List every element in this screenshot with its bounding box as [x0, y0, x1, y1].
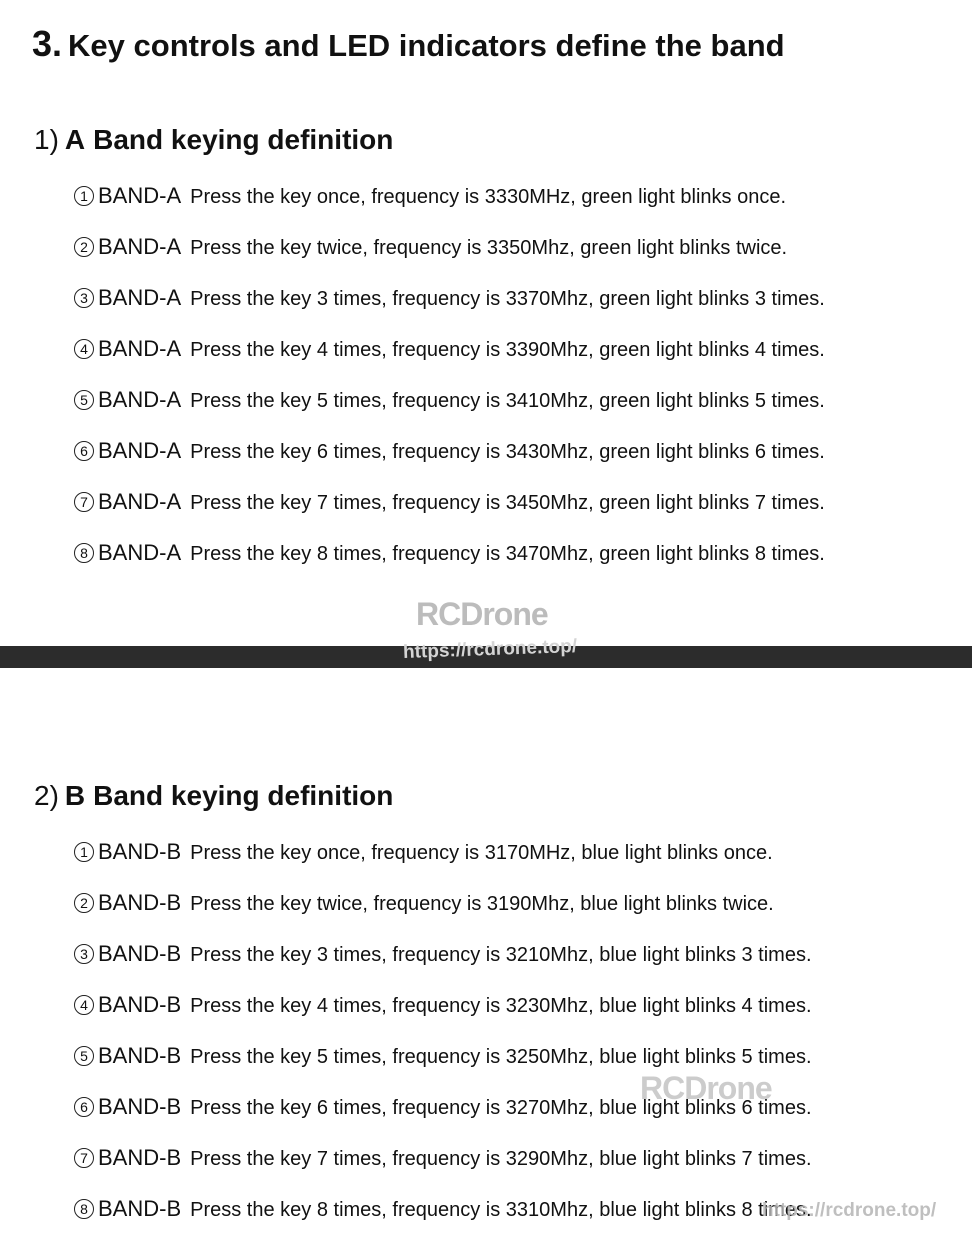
band-label: BAND-B	[98, 992, 182, 1017]
band-description: Press the key 4 times, frequency is 3230Mhz, blue light blinks 4 times.	[190, 995, 812, 1017]
band-description: Press the key 4 times, frequency is 3390Mhz, green light blinks 4 times.	[190, 339, 825, 361]
band-description: Press the key once, frequency is 3330MHz, green light blinks once.	[190, 186, 786, 208]
band-label: BAND-A	[98, 387, 182, 412]
watermark-logo-2: RCDrone	[640, 1070, 772, 1106]
watermark-url: https://rcdrone.top/	[402, 635, 578, 664]
band-b-item-7	[74, 1142, 812, 1174]
circled-number-icon: 4	[74, 995, 94, 1015]
page-title	[32, 22, 785, 68]
band-b-item-4	[74, 989, 812, 1021]
band-a-item-5	[74, 384, 825, 416]
title-number: 3.	[32, 23, 63, 64]
circled-number-icon: 7	[74, 1148, 94, 1168]
band-description: Press the key 8 times, frequency is 3310Mhz, blue light blinks 8 times.	[190, 1199, 812, 1221]
circled-number-icon: 4	[74, 339, 94, 359]
band-description: Press the key 7 times, frequency is 3450Mhz, green light blinks 7 times.	[190, 492, 825, 514]
section-a-label: Band keying definition	[93, 124, 394, 155]
band-label: BAND-B	[98, 1043, 182, 1068]
section-a-letter: A	[64, 124, 86, 155]
band-a-item-7	[74, 486, 825, 518]
circled-number-icon: 2	[74, 893, 94, 913]
band-label: BAND-B	[98, 890, 182, 915]
band-b-item-2	[74, 887, 774, 919]
band-b-item-1	[74, 836, 773, 868]
band-description: Press the key 5 times, frequency is 3250Mhz, blue light blinks 5 times.	[190, 1046, 812, 1068]
band-description: Press the key 3 times, frequency is 3210Mhz, blue light blinks 3 times.	[190, 944, 812, 966]
band-a-item-6	[74, 435, 825, 467]
band-label: BAND-B	[98, 1145, 182, 1170]
circled-number-icon: 3	[74, 288, 94, 308]
band-label: BAND-A	[98, 285, 182, 310]
band-description: Press the key 6 times, frequency is 3430Mhz, green light blinks 6 times.	[190, 441, 825, 463]
circled-number-icon: 8	[74, 543, 94, 563]
band-a-item-4	[74, 333, 825, 365]
section-a-heading	[34, 122, 393, 158]
section-b-letter: B	[64, 780, 86, 811]
band-a-item-2	[74, 231, 787, 263]
section-b-label: Band keying definition	[93, 780, 394, 811]
band-label: BAND-A	[98, 234, 182, 259]
band-label: BAND-B	[98, 1094, 182, 1119]
band-label: BAND-B	[98, 1196, 182, 1221]
band-label: BAND-A	[98, 438, 182, 463]
circled-number-icon: 6	[74, 1097, 94, 1117]
band-description: Press the key once, frequency is 3170MHz, blue light blinks once.	[190, 842, 773, 864]
circled-number-icon: 1	[74, 842, 94, 862]
section-b-heading	[34, 778, 393, 814]
band-a-item-8	[74, 537, 825, 569]
band-description: Press the key 6 times, frequency is 3270Mhz, blue light blinks 6 times.	[190, 1097, 812, 1119]
band-description: Press the key 5 times, frequency is 3410Mhz, green light blinks 5 times.	[190, 390, 825, 412]
circled-number-icon: 8	[74, 1199, 94, 1219]
circled-number-icon: 2	[74, 237, 94, 257]
band-description: Press the key 7 times, frequency is 3290Mhz, blue light blinks 7 times.	[190, 1148, 812, 1170]
band-label: BAND-B	[98, 941, 182, 966]
circled-number-icon: 7	[74, 492, 94, 512]
circled-number-icon: 1	[74, 186, 94, 206]
band-label: BAND-A	[98, 489, 182, 514]
section-a-index: 1)	[34, 124, 59, 155]
band-description: Press the key twice, frequency is 3190Mhz, blue light blinks twice.	[190, 893, 774, 915]
circled-number-icon: 3	[74, 944, 94, 964]
band-b-item-5	[74, 1040, 812, 1072]
circled-number-icon: 6	[74, 441, 94, 461]
section-b-index: 2)	[34, 780, 59, 811]
band-description: Press the key twice, frequency is 3350Mhz, green light blinks twice.	[190, 237, 788, 259]
watermark-logo: RCDrone	[416, 596, 548, 632]
band-label: BAND-A	[98, 336, 182, 361]
band-label: BAND-B	[98, 839, 182, 864]
band-b-item-8	[74, 1193, 812, 1225]
watermark-url-2: https://rcdrone.top/	[762, 1200, 937, 1221]
band-description: Press the key 8 times, frequency is 3470Mhz, green light blinks 8 times.	[190, 543, 825, 565]
band-label: BAND-A	[98, 540, 182, 565]
circled-number-icon: 5	[74, 1046, 94, 1066]
band-b-item-3	[74, 938, 812, 970]
band-label: BAND-A	[98, 183, 182, 208]
circled-number-icon: 5	[74, 390, 94, 410]
title-text: Key controls and LED indicators define the band	[68, 28, 785, 63]
band-description: Press the key 3 times, frequency is 3370Mhz, green light blinks 3 times.	[190, 288, 825, 310]
band-a-item-1	[74, 180, 786, 212]
band-a-item-3	[74, 282, 825, 314]
